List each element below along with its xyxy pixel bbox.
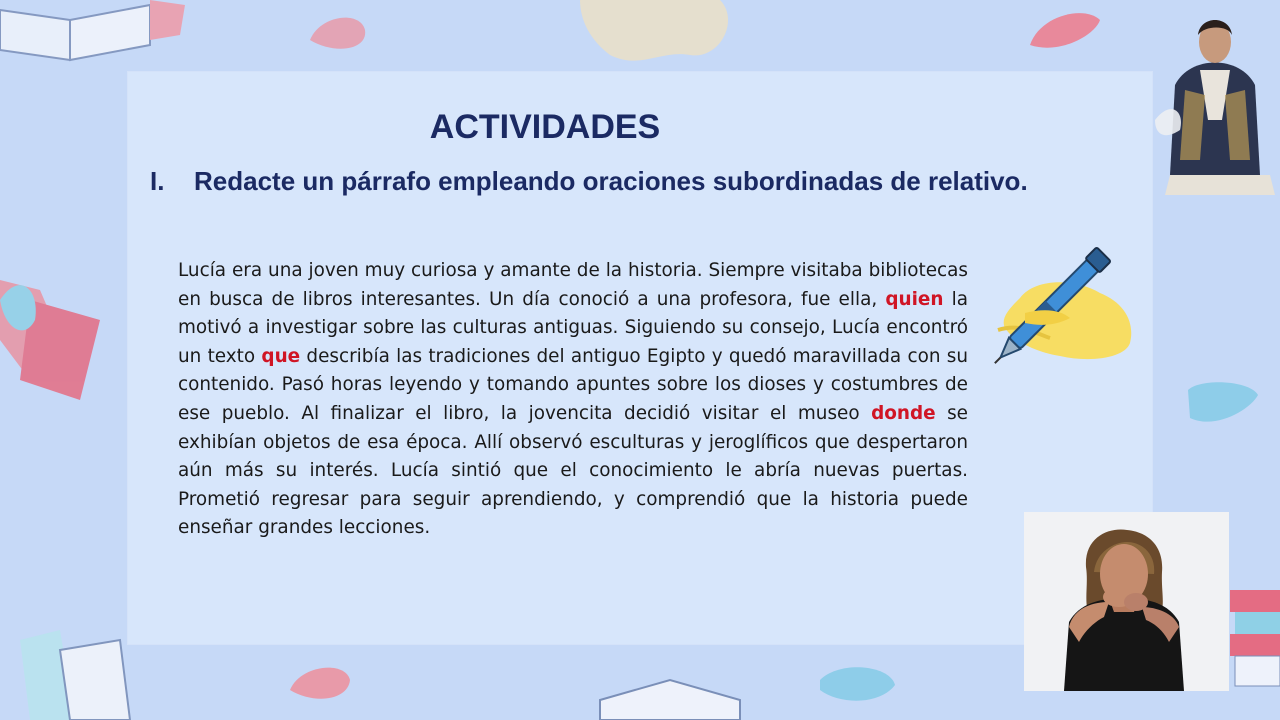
relative-pronoun-highlight: quien [885,288,944,310]
example-paragraph [178,257,968,543]
open-book-icon [0,0,185,60]
activity-instruction [150,164,1118,198]
paragraph-text: la motivó a investigar sobre las culturas antiguas. Siguiendo su consejo, Lucía encontró un texto [178,288,968,367]
historical-portrait [1150,0,1280,200]
pen-in-hand-icon [980,238,1140,368]
paragraph-text: Lucía era una joven muy curiosa y amante de la historia. Siempre visitaba bibliotecas en busca de libros interesantes. Un día conoció a una profesora, fue ella, [178,260,968,310]
relative-pronoun-highlight: donde [871,402,936,424]
instruction-number: I. [150,166,165,196]
paragraph-text: describía las tradiciones del antiguo Egipto y quedó maravillada con su contenido. Pasó horas leyendo y tomando apuntes sobre los dioses y costumbres de ese pueblo. Al finalizar el libro, la jovencita decidió visitar el museo [178,345,968,424]
sign-language-interpreter-video [1024,512,1229,691]
relative-pronoun-highlight: que [261,345,301,367]
paragraph-text: se exhibían objetos de esa época. Allí observó esculturas y jeroglíficos que despertaron aún más su interés. Lucía sintió que el conocimiento le abría nuevas puertas. Prometió regresar para seguir aprendiendo, y comprendió que la historia puede enseñar grandes lecciones. [178,402,968,539]
instruction-text: Redacte un párrafo empleando oraciones subordinadas de relativo. [194,166,1028,196]
page-title: ACTIVIDADES [429,108,661,146]
